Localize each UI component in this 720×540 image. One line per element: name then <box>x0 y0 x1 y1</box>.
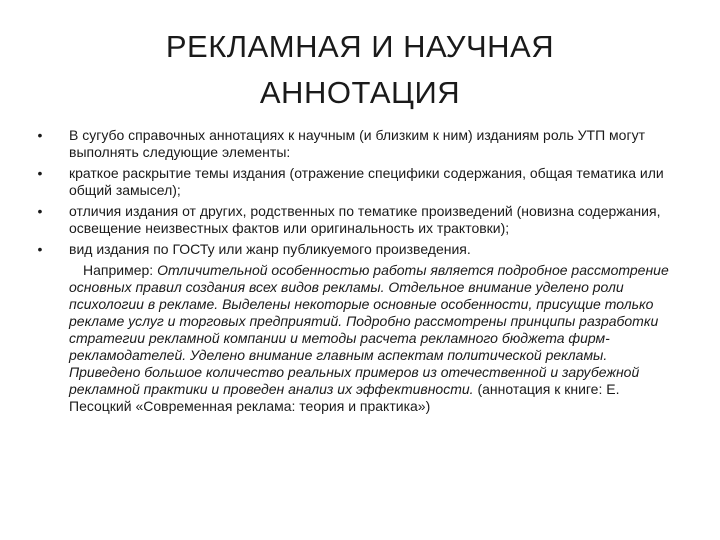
bullet-item <box>34 127 674 161</box>
slide-body <box>34 127 674 429</box>
bullet-item <box>34 241 674 258</box>
example-paragraph <box>34 262 674 415</box>
bullet-dot-icon: • <box>37 165 43 181</box>
bullet-dot-icon: • <box>37 127 43 143</box>
title-line-2: АННОТАЦИЯ <box>259 75 461 110</box>
example-italic-text: Отличительной особенностью работы является подробное рассмотрение основных правил создания всех видов рекламы. Отдельное внимание уделено роли психологии в рекламе. Выделены некоторые основные особенности, присущие только рекламе услуг и торговых предприятий. Подробно рассмотрены принципы разработки стратегии рекламной компании и методы расчета рекламного бюджета фирм-рекламодателей. Уделено внимание главным аспектам политической рекламы. Приведено большое количество реальных примеров из отечественной и зарубежной рекламной практики и проведен анализ их эффективности. <box>69 262 669 397</box>
bullet-dot-icon: • <box>37 241 43 257</box>
bullet-item <box>34 203 674 237</box>
slide-title <box>80 24 640 116</box>
bullet-dot-icon: • <box>37 203 43 219</box>
example-citation: (аннотация к книге: Е. Песоцкий «Современная реклама: теория и практика») <box>69 381 620 414</box>
title-line-1: РЕКЛАМНАЯ И НАУЧНАЯ <box>165 29 555 64</box>
bullet-text: краткое раскрытие темы издания (отражение специфики содержания, общая тематика или общий замысел); <box>69 165 664 198</box>
bullet-text: вид издания по ГОСТу или жанр публикуемого произведения. <box>69 241 471 257</box>
bullet-list <box>34 127 674 258</box>
bullet-text: отличия издания от других, родственных по тематике произведений (новизна содержания, освещение неизвестных фактов или оригинальность их трактовки); <box>69 203 661 236</box>
example-lead: Например: <box>83 262 158 278</box>
bullet-item <box>34 165 674 199</box>
bullet-text: В сугубо справочных аннотациях к научным (и близким к ним) изданиям роль УТП могут выполнять следующие элементы: <box>69 127 645 160</box>
